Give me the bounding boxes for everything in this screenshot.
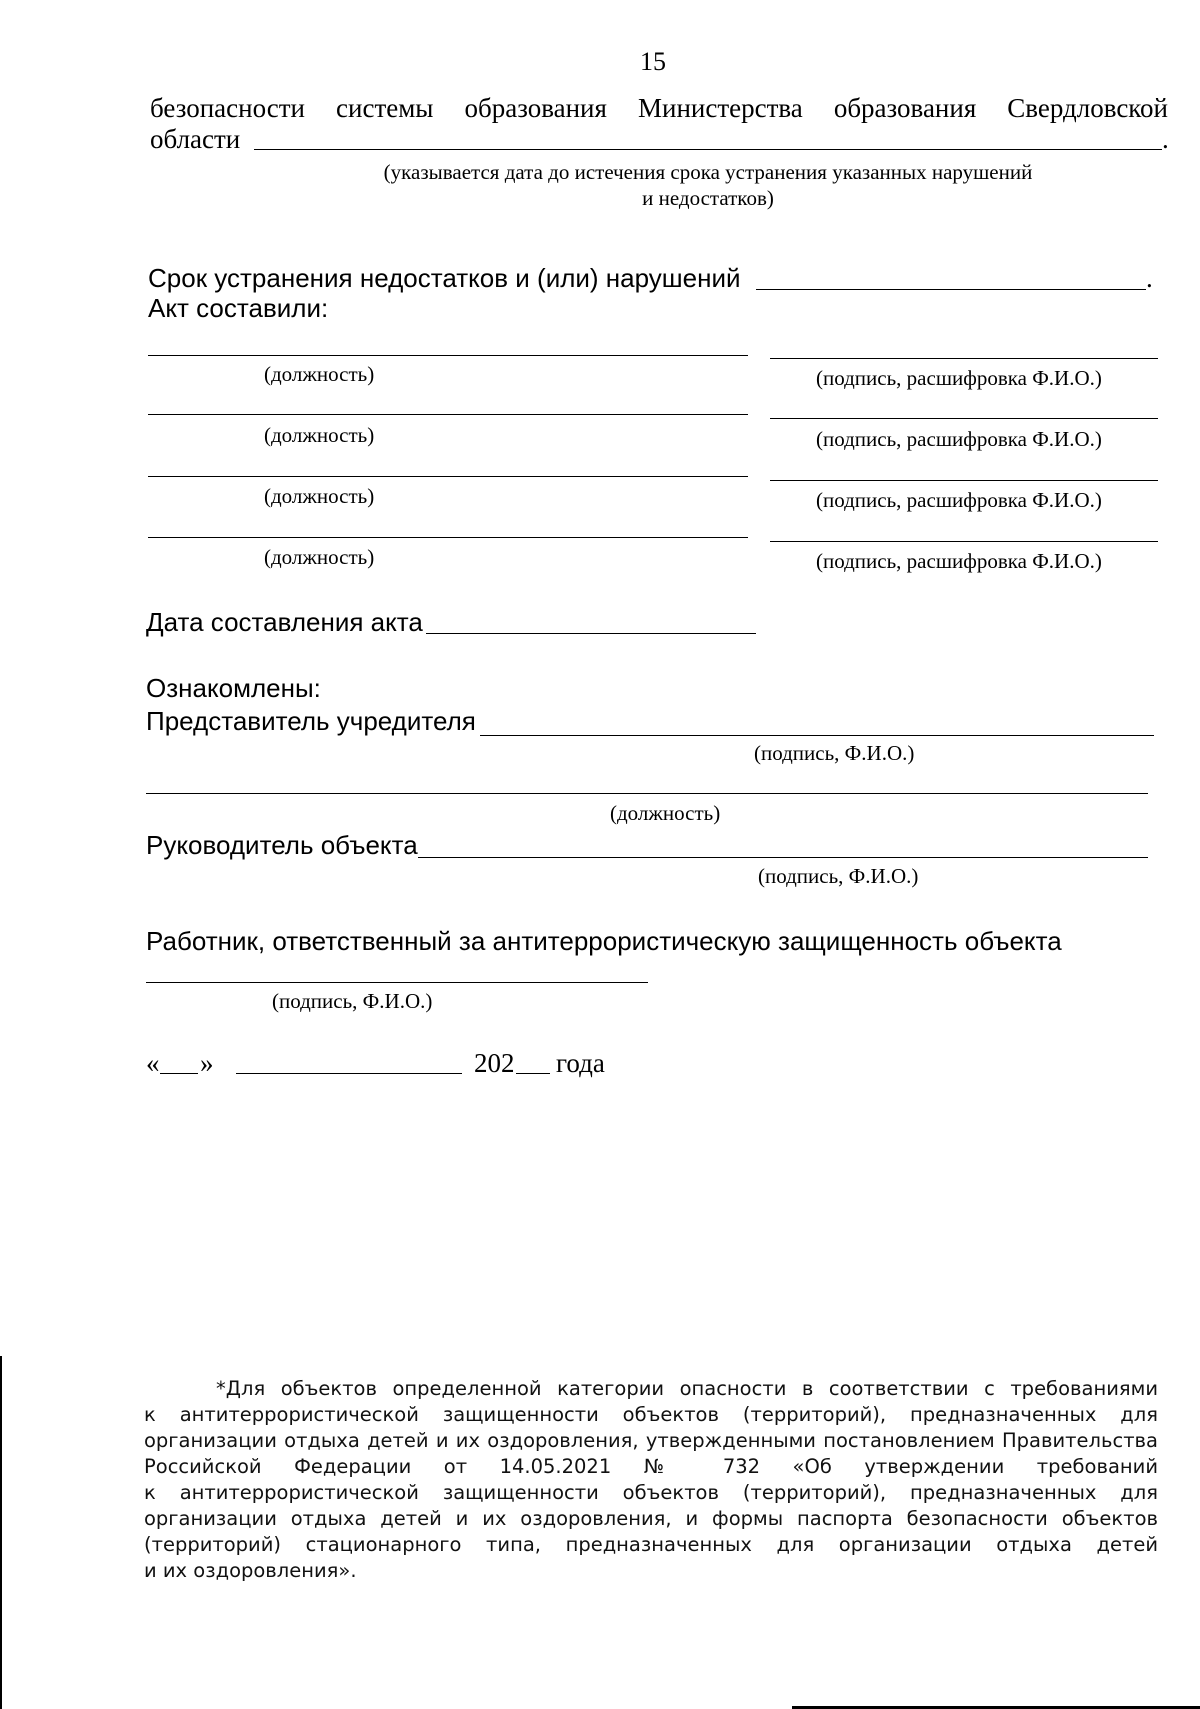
signature-field[interactable] bbox=[770, 358, 1158, 359]
intro-date-field[interactable] bbox=[254, 149, 1162, 150]
intro-line-2-prefix: области bbox=[150, 124, 241, 154]
position-caption: (должность) bbox=[264, 545, 375, 569]
head-signature-field[interactable] bbox=[418, 857, 1148, 858]
footnote-line-5: к антитеррористической защищенности объектов (территорий), предназначенных для bbox=[144, 1481, 1158, 1504]
employee-label: Работник, ответственный за антитеррористическую защищенность объекта bbox=[146, 926, 1062, 956]
footnote-line-8: и их оздоровления». bbox=[144, 1559, 357, 1582]
position-caption: (должность) bbox=[264, 484, 375, 508]
employee-signature-field[interactable] bbox=[146, 982, 648, 983]
position-caption: (должность) bbox=[264, 423, 375, 447]
compilers-title: Акт составили: bbox=[148, 293, 329, 323]
founder-signature-field[interactable] bbox=[480, 735, 1154, 736]
year-suffix: года bbox=[556, 1048, 605, 1078]
position-field[interactable] bbox=[148, 355, 748, 356]
signature-caption: (подпись, расшифровка Ф.И.О.) bbox=[816, 488, 1102, 512]
signature-field[interactable] bbox=[770, 418, 1158, 419]
year-prefix: 202 bbox=[474, 1048, 515, 1078]
deadline-label: Срок устранения недостатков и (или) нарушений bbox=[148, 263, 741, 293]
founder-signature-caption: (подпись, Ф.И.О.) bbox=[754, 741, 915, 765]
position-caption: (должность) bbox=[264, 362, 375, 386]
act-date-label: Дата составления акта bbox=[146, 607, 423, 637]
footnote-line-3: организации отдыха детей и их оздоровления, утвержденными постановлением Правительства bbox=[144, 1429, 1158, 1452]
footnote-line-4: Российской Федерации от 14.05.2021 № 732 «Об утверждении требований bbox=[144, 1455, 1158, 1478]
founder-position-field[interactable] bbox=[146, 793, 1148, 794]
signature-field[interactable] bbox=[770, 541, 1158, 542]
position-field[interactable] bbox=[148, 537, 748, 538]
page-number: 15 bbox=[640, 47, 666, 76]
acquainted-title: Ознакомлены: bbox=[146, 673, 321, 703]
footnote-line-6: организации отдыха детей и их оздоровления, и формы паспорта безопасности объектов bbox=[144, 1507, 1158, 1530]
deadline-suffix: . bbox=[1146, 263, 1153, 293]
month-field[interactable] bbox=[236, 1073, 462, 1074]
intro-note-line-2: и недостатков) bbox=[642, 186, 774, 210]
footnote-line-7: (территорий) стационарного типа, предназначенных для организации отдыха детей bbox=[144, 1533, 1158, 1556]
position-field[interactable] bbox=[148, 414, 748, 415]
head-label: Руководитель объекта bbox=[146, 830, 418, 860]
employee-signature-caption: (подпись, Ф.И.О.) bbox=[272, 989, 433, 1013]
founder-position-caption: (должность) bbox=[610, 801, 721, 825]
intro-line-2-suffix: . bbox=[1162, 124, 1169, 154]
open-quote: « bbox=[146, 1048, 160, 1078]
signature-caption: (подпись, расшифровка Ф.И.О.) bbox=[816, 427, 1102, 451]
signature-field[interactable] bbox=[770, 480, 1158, 481]
signature-caption: (подпись, расшифровка Ф.И.О.) bbox=[816, 549, 1102, 573]
intro-line-1: безопасности системы образования Министерства образования Свердловской bbox=[150, 93, 1168, 123]
head-signature-caption: (подпись, Ф.И.О.) bbox=[758, 864, 919, 888]
deadline-field[interactable] bbox=[756, 289, 1146, 290]
day-field[interactable] bbox=[160, 1073, 198, 1074]
intro-note-line-1: (указывается дата до истечения срока устранения указанных нарушений bbox=[383, 160, 1033, 184]
founder-label: Представитель учредителя bbox=[146, 706, 476, 736]
signature-caption: (подпись, расшифровка Ф.И.О.) bbox=[816, 366, 1102, 390]
close-quote: » bbox=[200, 1048, 214, 1078]
footnote-line-2: к антитеррористической защищенности объектов (территорий), предназначенных для bbox=[144, 1403, 1158, 1426]
footnote-line-1: *Для объектов определенной категории опасности в соответствии с требованиями bbox=[216, 1377, 1158, 1400]
act-date-field[interactable] bbox=[426, 633, 756, 634]
year-field[interactable] bbox=[516, 1073, 550, 1074]
scan-edge-left bbox=[0, 1356, 2, 1709]
position-field[interactable] bbox=[148, 476, 748, 477]
